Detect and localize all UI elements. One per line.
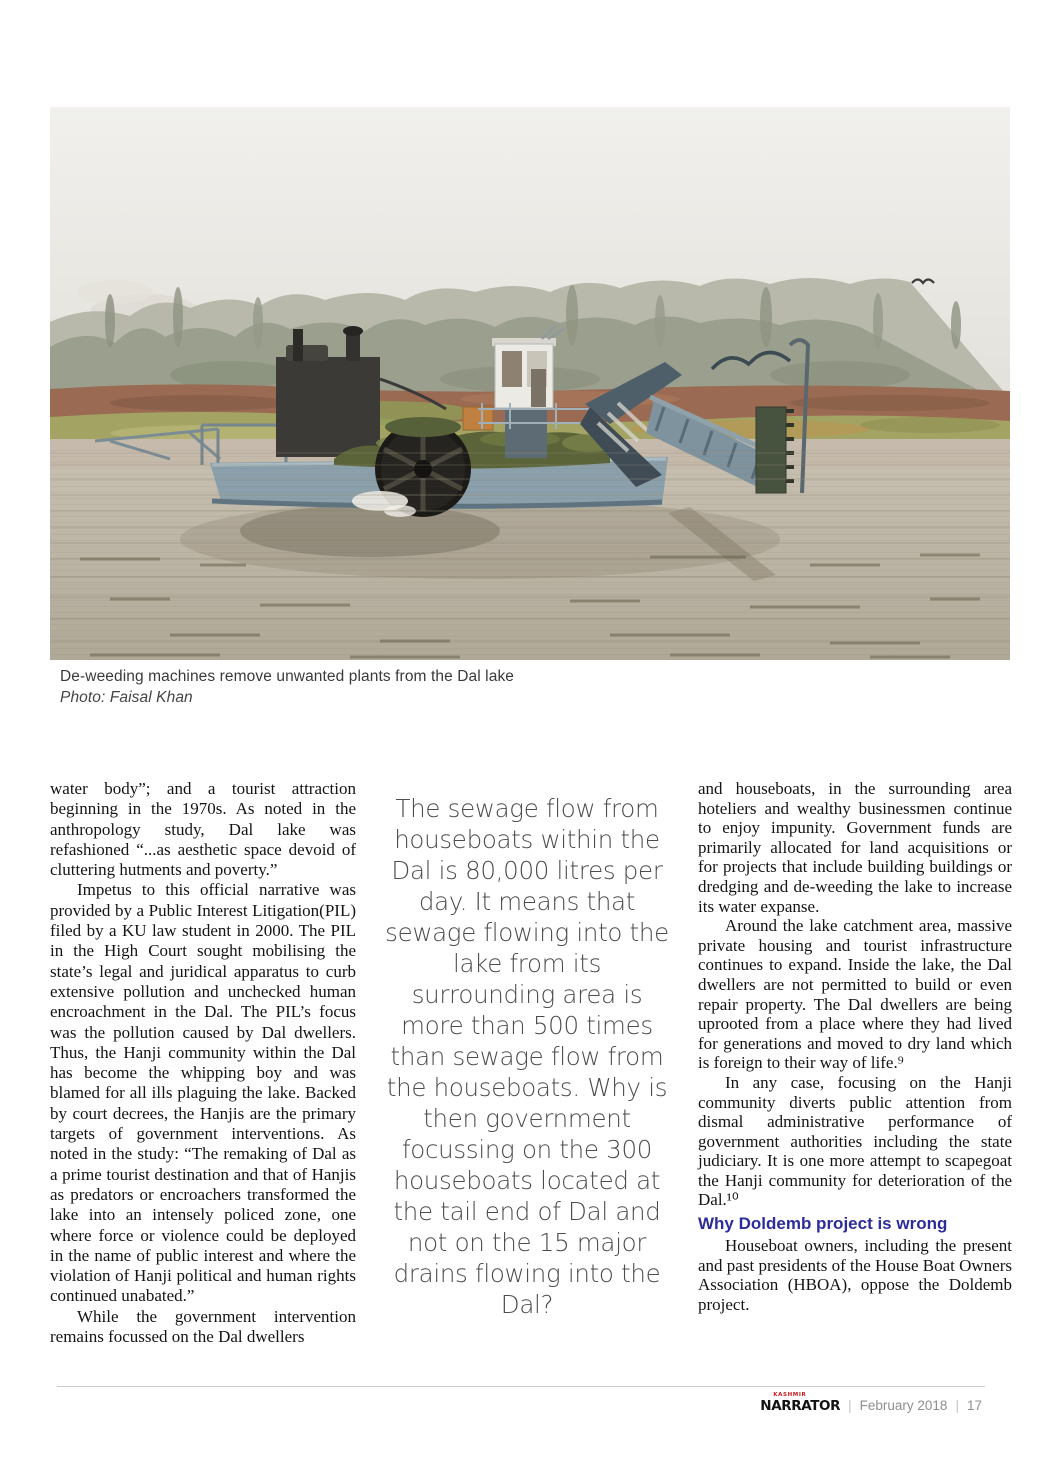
paragraph: Houseboat owners, including the present and past presidents of the House Boat Owners Association (HBOA), oppose the Doldemb project.	[698, 1236, 1012, 1314]
magazine-logo-narrator: NARRATOR	[760, 1398, 841, 1414]
footer-page-number: 17	[966, 1398, 982, 1413]
pull-quote: The sewage flow from houseboats within the Dal is 80,000 litres per day. It means that sewage flowing into the lake from its surrounding area is more than 500 times than sewage flow from the houseboats. Why is then government focussing on the 300 houseboats located at the tail end of Dal and not on the 15 major drains flowing into the Dal?	[385, 794, 669, 1319]
magazine-logo-kashmir: KASHMIR	[773, 1392, 807, 1398]
footer-separator: |	[848, 1398, 852, 1413]
footer-separator: |	[955, 1398, 959, 1413]
text-column-3	[698, 779, 1012, 1347]
photo-caption: De-weeding machines remove unwanted plants from the Dal lake	[60, 668, 515, 685]
text-column-1	[50, 779, 356, 1347]
photo-credit: Photo: Faisal Khan	[60, 689, 193, 706]
dal-lake-photo-illustration	[50, 107, 1010, 660]
footer-divider	[57, 1386, 985, 1387]
article-body	[50, 779, 1016, 1347]
paragraph: and houseboats, in the surrounding area hoteliers and wealthy businessmen continue to enjoy impunity. Government funds are primarily allocated for land acquisitions or for projects that include building buildings or dredging and de-weeding the lake to increase its water expanse.	[698, 779, 1012, 916]
paragraph: water body”; and a tourist attraction beginning in the 1970s. As noted in the anthropology study, Dal lake was refashioned “...as aesthetic space devoid of cluttering hutments and poverty.”	[50, 779, 356, 880]
paragraph: While the government intervention remains focussed on the Dal dwellers	[50, 1306, 356, 1347]
paragraph: In any case, focusing on the Hanji community diverts public attention from dismal administrative performance of government authorities including the state judiciary. It is one more attempt to scapegoat the Hanji community for deterioration of the Dal.¹⁰	[698, 1072, 1012, 1210]
section-heading: Why Doldemb project is wrong	[698, 1214, 948, 1234]
magazine-logo	[760, 1392, 841, 1414]
footer-date: February 2018	[859, 1398, 948, 1413]
page-footer	[760, 1392, 982, 1414]
paragraph: Impetus to this official narrative was provided by a Public Interest Litigation(PIL) filed by a KU law student in 2000. The PIL in the High Court sought mobilising the state’s legal and juridical apparatus to curb extensive pollution and unchecked human encroachment in the Dal. The PIL’s focus was the pollution caused by Dal dwellers. Thus, the Hanji community within the Dal has become the whipping boy and was blamed for all ills plaguing the lake. Backed by court decrees, the Hanjis are the primary targets of government interventions. As noted in the study: “The remaking of Dal as a prime tourist destination and that of Hanjis as predators or encroachers transformed the lake into an intensely policed zone, one where force or violence could be deployed in the name of public interest and where the violation of Hanji political and human rights continued unabated.”	[50, 880, 356, 1306]
article-photo	[50, 107, 1010, 660]
paragraph: Around the lake catchment area, massive private housing and tourist infrastructure continues to expand. Inside the lake, the Dal dwellers are not permitted to build or even repair property. The Dal dwellers are being uprooted from a place where they had lived for generations and moved to dry land which is foreign to their way of life.⁹	[698, 916, 1012, 1073]
